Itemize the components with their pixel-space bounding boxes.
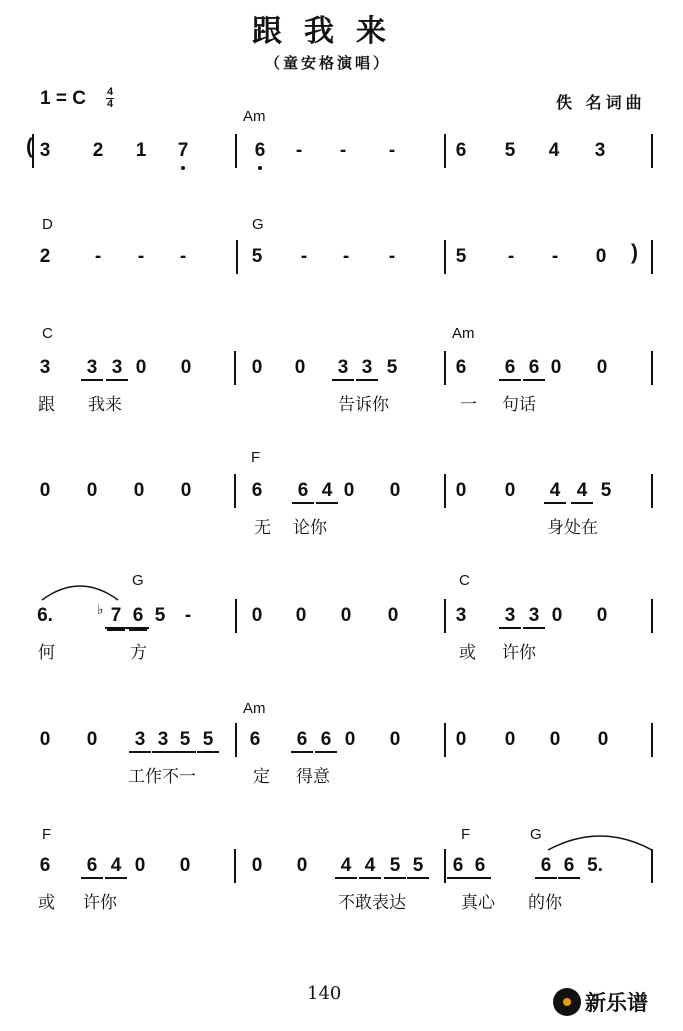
lyric-text: 不敢表达 xyxy=(338,893,406,913)
note: 6 xyxy=(558,855,580,879)
time-signature xyxy=(106,87,114,110)
note: 4 xyxy=(359,855,381,879)
lyric-text: 无 xyxy=(254,518,271,538)
chord-symbol: Am xyxy=(243,700,266,717)
note: 6 xyxy=(254,140,266,161)
note: 4 xyxy=(335,855,357,879)
note: 0 xyxy=(595,246,607,267)
site-logo xyxy=(553,987,648,1017)
note: 3 xyxy=(523,605,545,629)
note: 5 xyxy=(174,729,196,753)
bar-line xyxy=(444,849,446,883)
note: 7 xyxy=(177,140,189,161)
note: 7 xyxy=(105,605,127,629)
low-octave-dot xyxy=(181,166,185,170)
note: 0 xyxy=(251,855,263,876)
composer-credit: 佚 名词曲 xyxy=(556,93,646,112)
bar-line xyxy=(651,474,653,508)
chord-symbol: G xyxy=(530,826,542,843)
lyric-text: 许你 xyxy=(83,893,117,913)
chord-symbol: F xyxy=(461,826,471,843)
note: 0 xyxy=(596,357,608,378)
bar-line xyxy=(651,723,653,757)
note: 5 xyxy=(386,357,398,378)
note: 5 xyxy=(407,855,429,879)
note: - xyxy=(295,140,303,161)
note: - xyxy=(179,246,187,267)
note: 5 xyxy=(384,855,406,879)
bar-line xyxy=(651,134,653,168)
note: 0 xyxy=(134,855,146,876)
note: 0 xyxy=(550,357,562,378)
note: 0 xyxy=(39,480,51,501)
note: 0 xyxy=(180,480,192,501)
lyric-text: 身处在 xyxy=(547,518,598,538)
note: 6 xyxy=(127,605,149,629)
note: 6 xyxy=(499,357,521,381)
meter-bottom: 4 xyxy=(106,98,114,110)
note: 0 xyxy=(135,357,147,378)
note: 3 xyxy=(39,140,51,161)
note: 6 xyxy=(447,855,469,879)
note: 5 xyxy=(455,246,467,267)
open-parenthesis: ( xyxy=(26,135,33,158)
lyric-text: 跟 xyxy=(38,395,55,415)
note: 3 xyxy=(332,357,354,381)
lyric-text: 真心 xyxy=(461,893,495,913)
bar-line xyxy=(234,474,236,508)
lyric-text: 句话 xyxy=(502,395,536,415)
note: 5. xyxy=(587,855,603,876)
note: 6 xyxy=(469,855,491,879)
bar-line xyxy=(651,849,653,883)
lyric-text: 许你 xyxy=(502,643,536,663)
chord-symbol: Am xyxy=(452,325,475,342)
note: 0 xyxy=(296,855,308,876)
note: 6 xyxy=(251,480,263,501)
bar-line xyxy=(651,599,653,633)
note: 5 xyxy=(154,605,166,626)
note: 6 xyxy=(315,729,337,753)
bar-line xyxy=(444,240,446,274)
note: 5 xyxy=(197,729,219,753)
lyric-text: 的你 xyxy=(528,893,562,913)
note: 3 xyxy=(152,729,174,753)
page-number: 140 xyxy=(307,983,342,1004)
note: 2 xyxy=(39,246,51,267)
note: 0 xyxy=(504,480,516,501)
note: 0 xyxy=(596,605,608,626)
bar-line xyxy=(235,134,237,168)
bar-line xyxy=(234,849,236,883)
slur-arc xyxy=(42,586,118,600)
bar-line xyxy=(444,599,446,633)
note: 4 xyxy=(105,855,127,879)
chord-symbol: F xyxy=(42,826,52,843)
note: 0 xyxy=(343,480,355,501)
note: 0 xyxy=(389,729,401,750)
note: 5 xyxy=(504,140,516,161)
bar-line xyxy=(236,240,238,274)
note: - xyxy=(300,246,308,267)
bar-line xyxy=(235,599,237,633)
note: 6 xyxy=(291,729,313,753)
note: - xyxy=(551,246,559,267)
lyric-text: 或 xyxy=(459,643,476,663)
note: 6 xyxy=(81,855,103,879)
note: 3 xyxy=(499,605,521,629)
note: 0 xyxy=(455,480,467,501)
note: 2 xyxy=(92,140,104,161)
note: 6 xyxy=(292,480,314,504)
flat-sign: ♭ xyxy=(97,601,104,617)
chord-symbol: C xyxy=(459,572,470,589)
note: 6 xyxy=(523,357,545,381)
note: 3 xyxy=(39,357,51,378)
lyric-text: 工作不一 xyxy=(128,767,196,787)
note: 0 xyxy=(340,605,352,626)
note: 0 xyxy=(597,729,609,750)
note: - xyxy=(94,246,102,267)
chord-symbol: D xyxy=(42,216,53,233)
note: 0 xyxy=(86,729,98,750)
chord-symbol: C xyxy=(42,325,53,342)
note: 3 xyxy=(129,729,151,753)
chord-symbol: G xyxy=(252,216,264,233)
note: 0 xyxy=(180,357,192,378)
note: 0 xyxy=(504,729,516,750)
bar-line xyxy=(444,134,446,168)
note: 6 xyxy=(249,729,261,750)
note: - xyxy=(507,246,515,267)
bar-line xyxy=(444,474,446,508)
note: 6 xyxy=(535,855,557,879)
low-octave-dot xyxy=(258,166,262,170)
lyric-text: 论你 xyxy=(293,518,327,538)
note: 4 xyxy=(548,140,560,161)
lyric-text: 定 xyxy=(253,767,270,787)
note: - xyxy=(342,246,350,267)
note: 6 xyxy=(455,140,467,161)
song-title: 跟我来 xyxy=(252,14,408,49)
bar-line xyxy=(234,351,236,385)
bar-line xyxy=(651,240,653,274)
lyric-text: 我来 xyxy=(88,395,122,415)
note: 3 xyxy=(106,357,128,381)
note: 3 xyxy=(356,357,378,381)
note: 0 xyxy=(389,480,401,501)
lyric-text: 告诉你 xyxy=(338,395,389,415)
lyric-text: 得意 xyxy=(296,767,330,787)
slur-arc xyxy=(548,836,652,850)
note: 0 xyxy=(179,855,191,876)
bar-line xyxy=(235,723,237,757)
close-parenthesis: ) xyxy=(631,241,638,264)
note: 0 xyxy=(455,729,467,750)
lyric-text: 一 xyxy=(460,395,477,415)
note: 6. xyxy=(37,605,53,626)
note: 0 xyxy=(295,605,307,626)
lyric-text: 或 xyxy=(38,893,55,913)
note: 5 xyxy=(600,480,612,501)
note: 0 xyxy=(39,729,51,750)
note: - xyxy=(137,246,145,267)
meter-top: 4 xyxy=(106,86,114,98)
note: 0 xyxy=(86,480,98,501)
song-subtitle: （童安格演唱） xyxy=(265,54,392,72)
note: 6 xyxy=(39,855,51,876)
note: 3 xyxy=(455,605,467,626)
note: 0 xyxy=(551,605,563,626)
note: - xyxy=(388,246,396,267)
lyric-text: 方 xyxy=(130,643,147,663)
chord-symbol: Am xyxy=(243,108,266,125)
logo-text: 新乐谱 xyxy=(585,991,648,1015)
note: - xyxy=(184,605,192,626)
note: 1 xyxy=(135,140,147,161)
key-signature: 1 = C xyxy=(40,88,86,109)
note: 0 xyxy=(251,357,263,378)
note: 0 xyxy=(294,357,306,378)
note: 0 xyxy=(133,480,145,501)
chord-symbol: F xyxy=(251,449,261,466)
record-icon xyxy=(553,988,581,1016)
note: - xyxy=(388,140,396,161)
bar-line xyxy=(444,723,446,757)
note: 4 xyxy=(316,480,338,504)
note: 6 xyxy=(455,357,467,378)
note: 3 xyxy=(81,357,103,381)
note: 0 xyxy=(549,729,561,750)
note: 0 xyxy=(344,729,356,750)
note: 5 xyxy=(251,246,263,267)
chord-symbol: G xyxy=(132,572,144,589)
note: - xyxy=(339,140,347,161)
lyric-text: 何 xyxy=(38,643,55,663)
note: 4 xyxy=(544,480,566,504)
note: 4 xyxy=(571,480,593,504)
note: 0 xyxy=(387,605,399,626)
note: 3 xyxy=(594,140,606,161)
bar-line xyxy=(651,351,653,385)
note: 0 xyxy=(251,605,263,626)
bar-line xyxy=(444,351,446,385)
